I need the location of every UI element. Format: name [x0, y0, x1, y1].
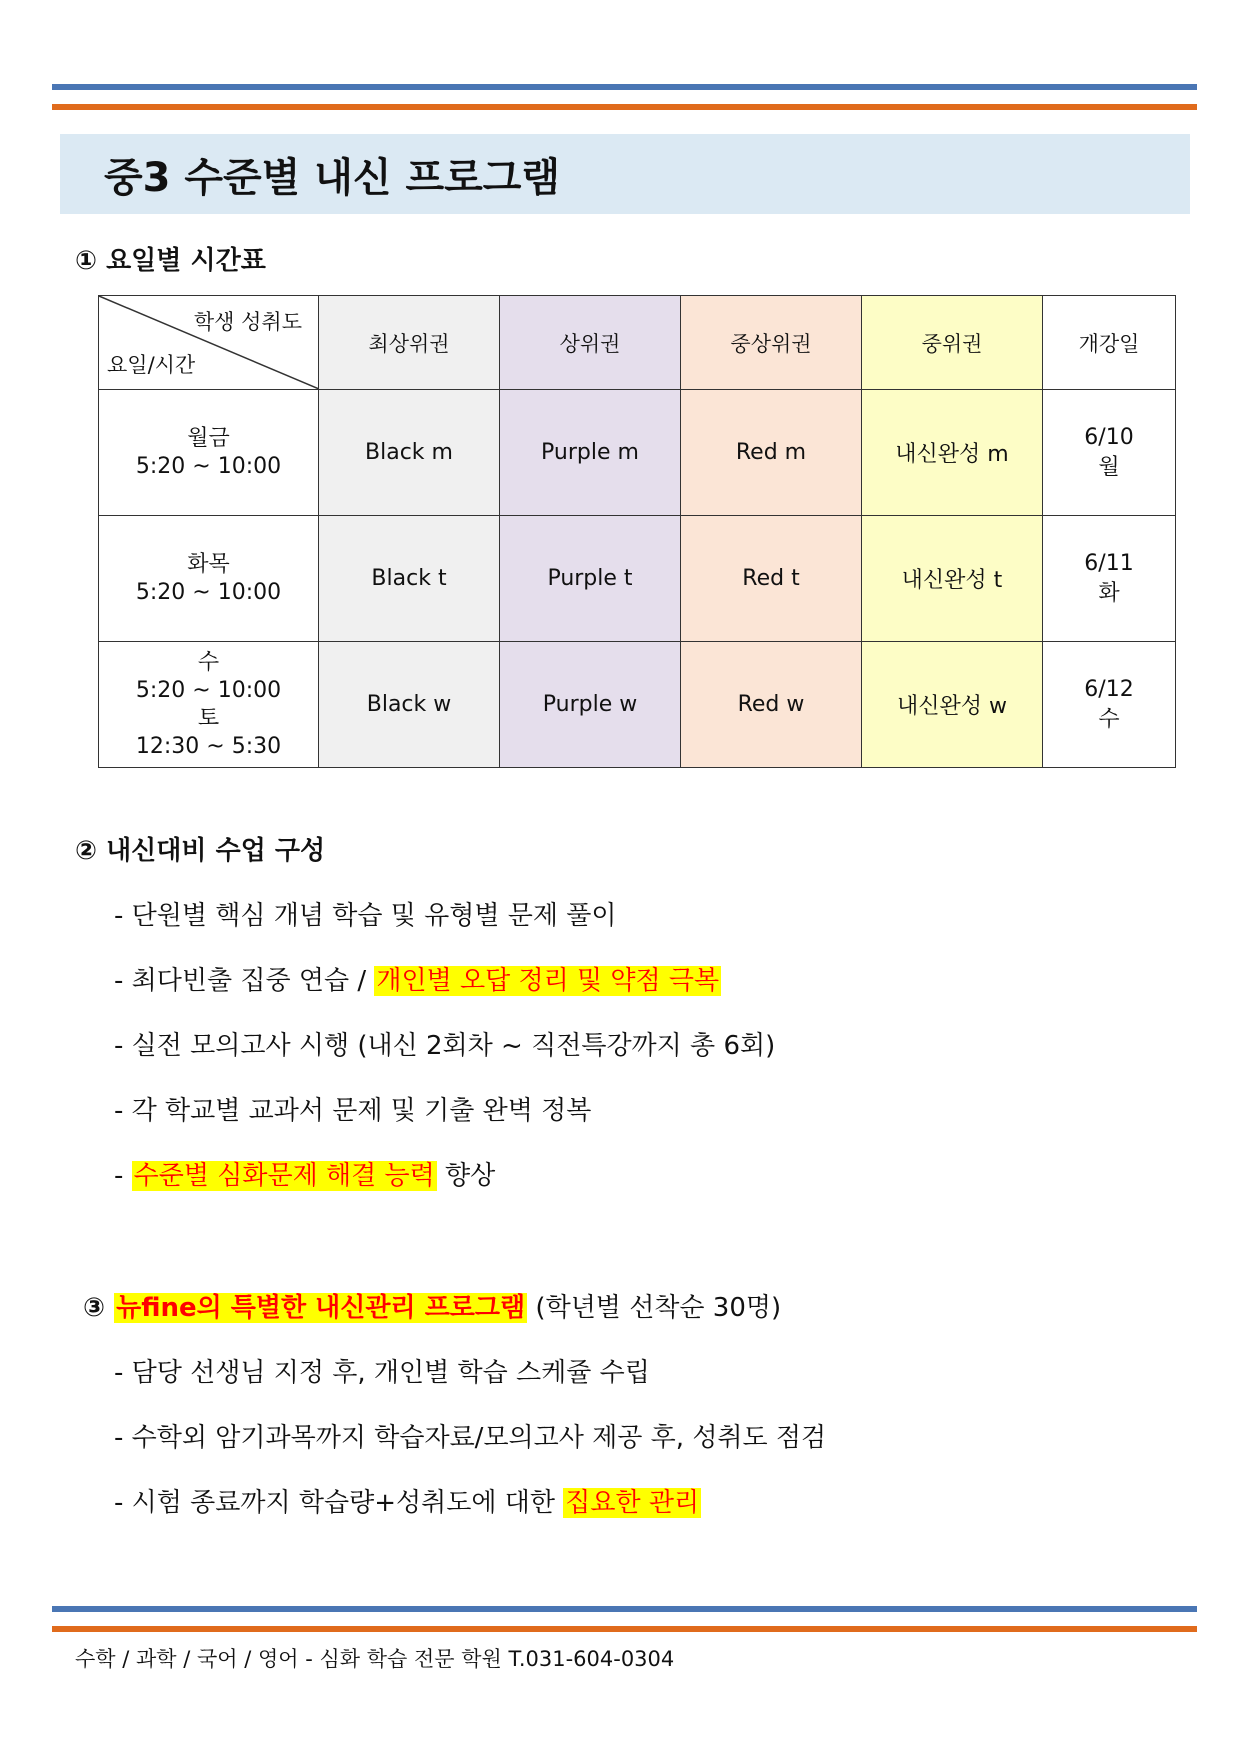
class-cell: 내신완성 m	[862, 390, 1043, 516]
bottom-rule-blue	[52, 1606, 1197, 1612]
col-header: 상위권	[500, 296, 681, 390]
top-rule-orange	[52, 104, 1197, 110]
time-line: 토	[197, 705, 220, 731]
open-date: 6/10	[1084, 424, 1134, 450]
list-item: - 담당 선생님 지정 후, 개인별 학습 스케쥴 수립	[114, 1358, 650, 1388]
time-line: 5:20 ~ 10:00	[135, 579, 282, 605]
open-day: 월	[1098, 454, 1120, 480]
class-cell: Purple m	[500, 390, 681, 516]
class-cell: Purple w	[500, 642, 681, 768]
time-line: 화목	[187, 551, 230, 577]
class-cell: Red t	[681, 516, 862, 642]
open-date: 6/11	[1084, 550, 1134, 576]
list-item: - 최다빈출 집중 연습 / 개인별 오답 정리 및 약점 극복	[114, 966, 720, 996]
col-header: 최상위권	[319, 296, 500, 390]
section3-number: ③	[83, 1293, 106, 1323]
corner-cell	[99, 296, 319, 390]
list-item: - 실전 모의고사 시행 (내신 2회차 ~ 직전특강까지 총 6회)	[114, 1031, 776, 1061]
open-day: 수	[1098, 706, 1120, 732]
bottom-rule-orange	[52, 1626, 1197, 1632]
col-header: 중위권	[862, 296, 1043, 390]
corner-bottom-label: 요일/시간	[107, 353, 196, 377]
class-cell: Red m	[681, 390, 862, 516]
section2-heading: ② 내신대비 수업 구성	[75, 836, 326, 866]
table-row	[99, 516, 1176, 642]
open-date: 6/12	[1084, 676, 1134, 702]
section3-highlight: 뉴fine의 특별한 내신관리 프로그램	[116, 1293, 526, 1323]
list-item: - 시험 종료까지 학습량+성취도에 대한 집요한 관리	[114, 1488, 700, 1518]
time-line: 12:30 ~ 5:30	[135, 733, 282, 759]
section3-note: (학년별 선착순 30명)	[527, 1293, 782, 1323]
time-cell	[99, 390, 319, 516]
class-cell: Black m	[319, 390, 500, 516]
top-rule-blue	[52, 84, 1197, 90]
class-cell: 내신완성 t	[862, 516, 1043, 642]
schedule-table	[98, 295, 1176, 768]
section3-heading	[83, 1287, 781, 1324]
list-item: - 각 학교별 교과서 문제 및 기출 완벽 정복	[114, 1096, 592, 1126]
table-row	[99, 642, 1176, 768]
class-cell: Purple t	[500, 516, 681, 642]
time-line: 월금	[187, 425, 230, 451]
list-item: - 단원별 핵심 개념 학습 및 유형별 문제 풀이	[114, 901, 617, 931]
list-item: - 수준별 심화문제 해결 능력 향상	[114, 1161, 496, 1191]
section1-heading: ① 요일별 시간표	[75, 246, 266, 276]
highlight-text: 개인별 오답 정리 및 약점 극복	[376, 966, 720, 996]
class-cell: 내신완성 w	[862, 642, 1043, 768]
highlight-text: 수준별 심화문제 해결 능력	[133, 1161, 435, 1191]
title-band	[60, 134, 1190, 214]
table-row	[99, 390, 1176, 516]
class-cell: Black w	[319, 642, 500, 768]
open-day: 화	[1098, 580, 1120, 606]
class-cell: Black t	[319, 516, 500, 642]
highlight-text: 집요한 관리	[565, 1488, 700, 1518]
open-date-cell	[1043, 642, 1176, 768]
footer-text: 수학 / 과학 / 국어 / 영어 - 심화 학습 전문 학원 T.031-604-0304	[75, 1647, 675, 1671]
time-line: 5:20 ~ 10:00	[135, 677, 282, 703]
list-item: - 수학외 암기과목까지 학습자료/모의고사 제공 후, 성취도 점검	[114, 1423, 827, 1453]
page-title: 중3 수준별 내신 프로그램	[104, 154, 561, 201]
open-date-cell	[1043, 516, 1176, 642]
open-date-cell	[1043, 390, 1176, 516]
time-line: 수	[197, 649, 220, 675]
class-cell: Red w	[681, 642, 862, 768]
table-header-row	[99, 296, 1176, 390]
time-line: 5:20 ~ 10:00	[135, 453, 282, 479]
corner-top-label: 학생 성취도	[193, 310, 302, 334]
col-header: 중상위권	[681, 296, 862, 390]
time-cell	[99, 516, 319, 642]
time-cell	[99, 642, 319, 768]
col-header: 개강일	[1043, 296, 1176, 390]
